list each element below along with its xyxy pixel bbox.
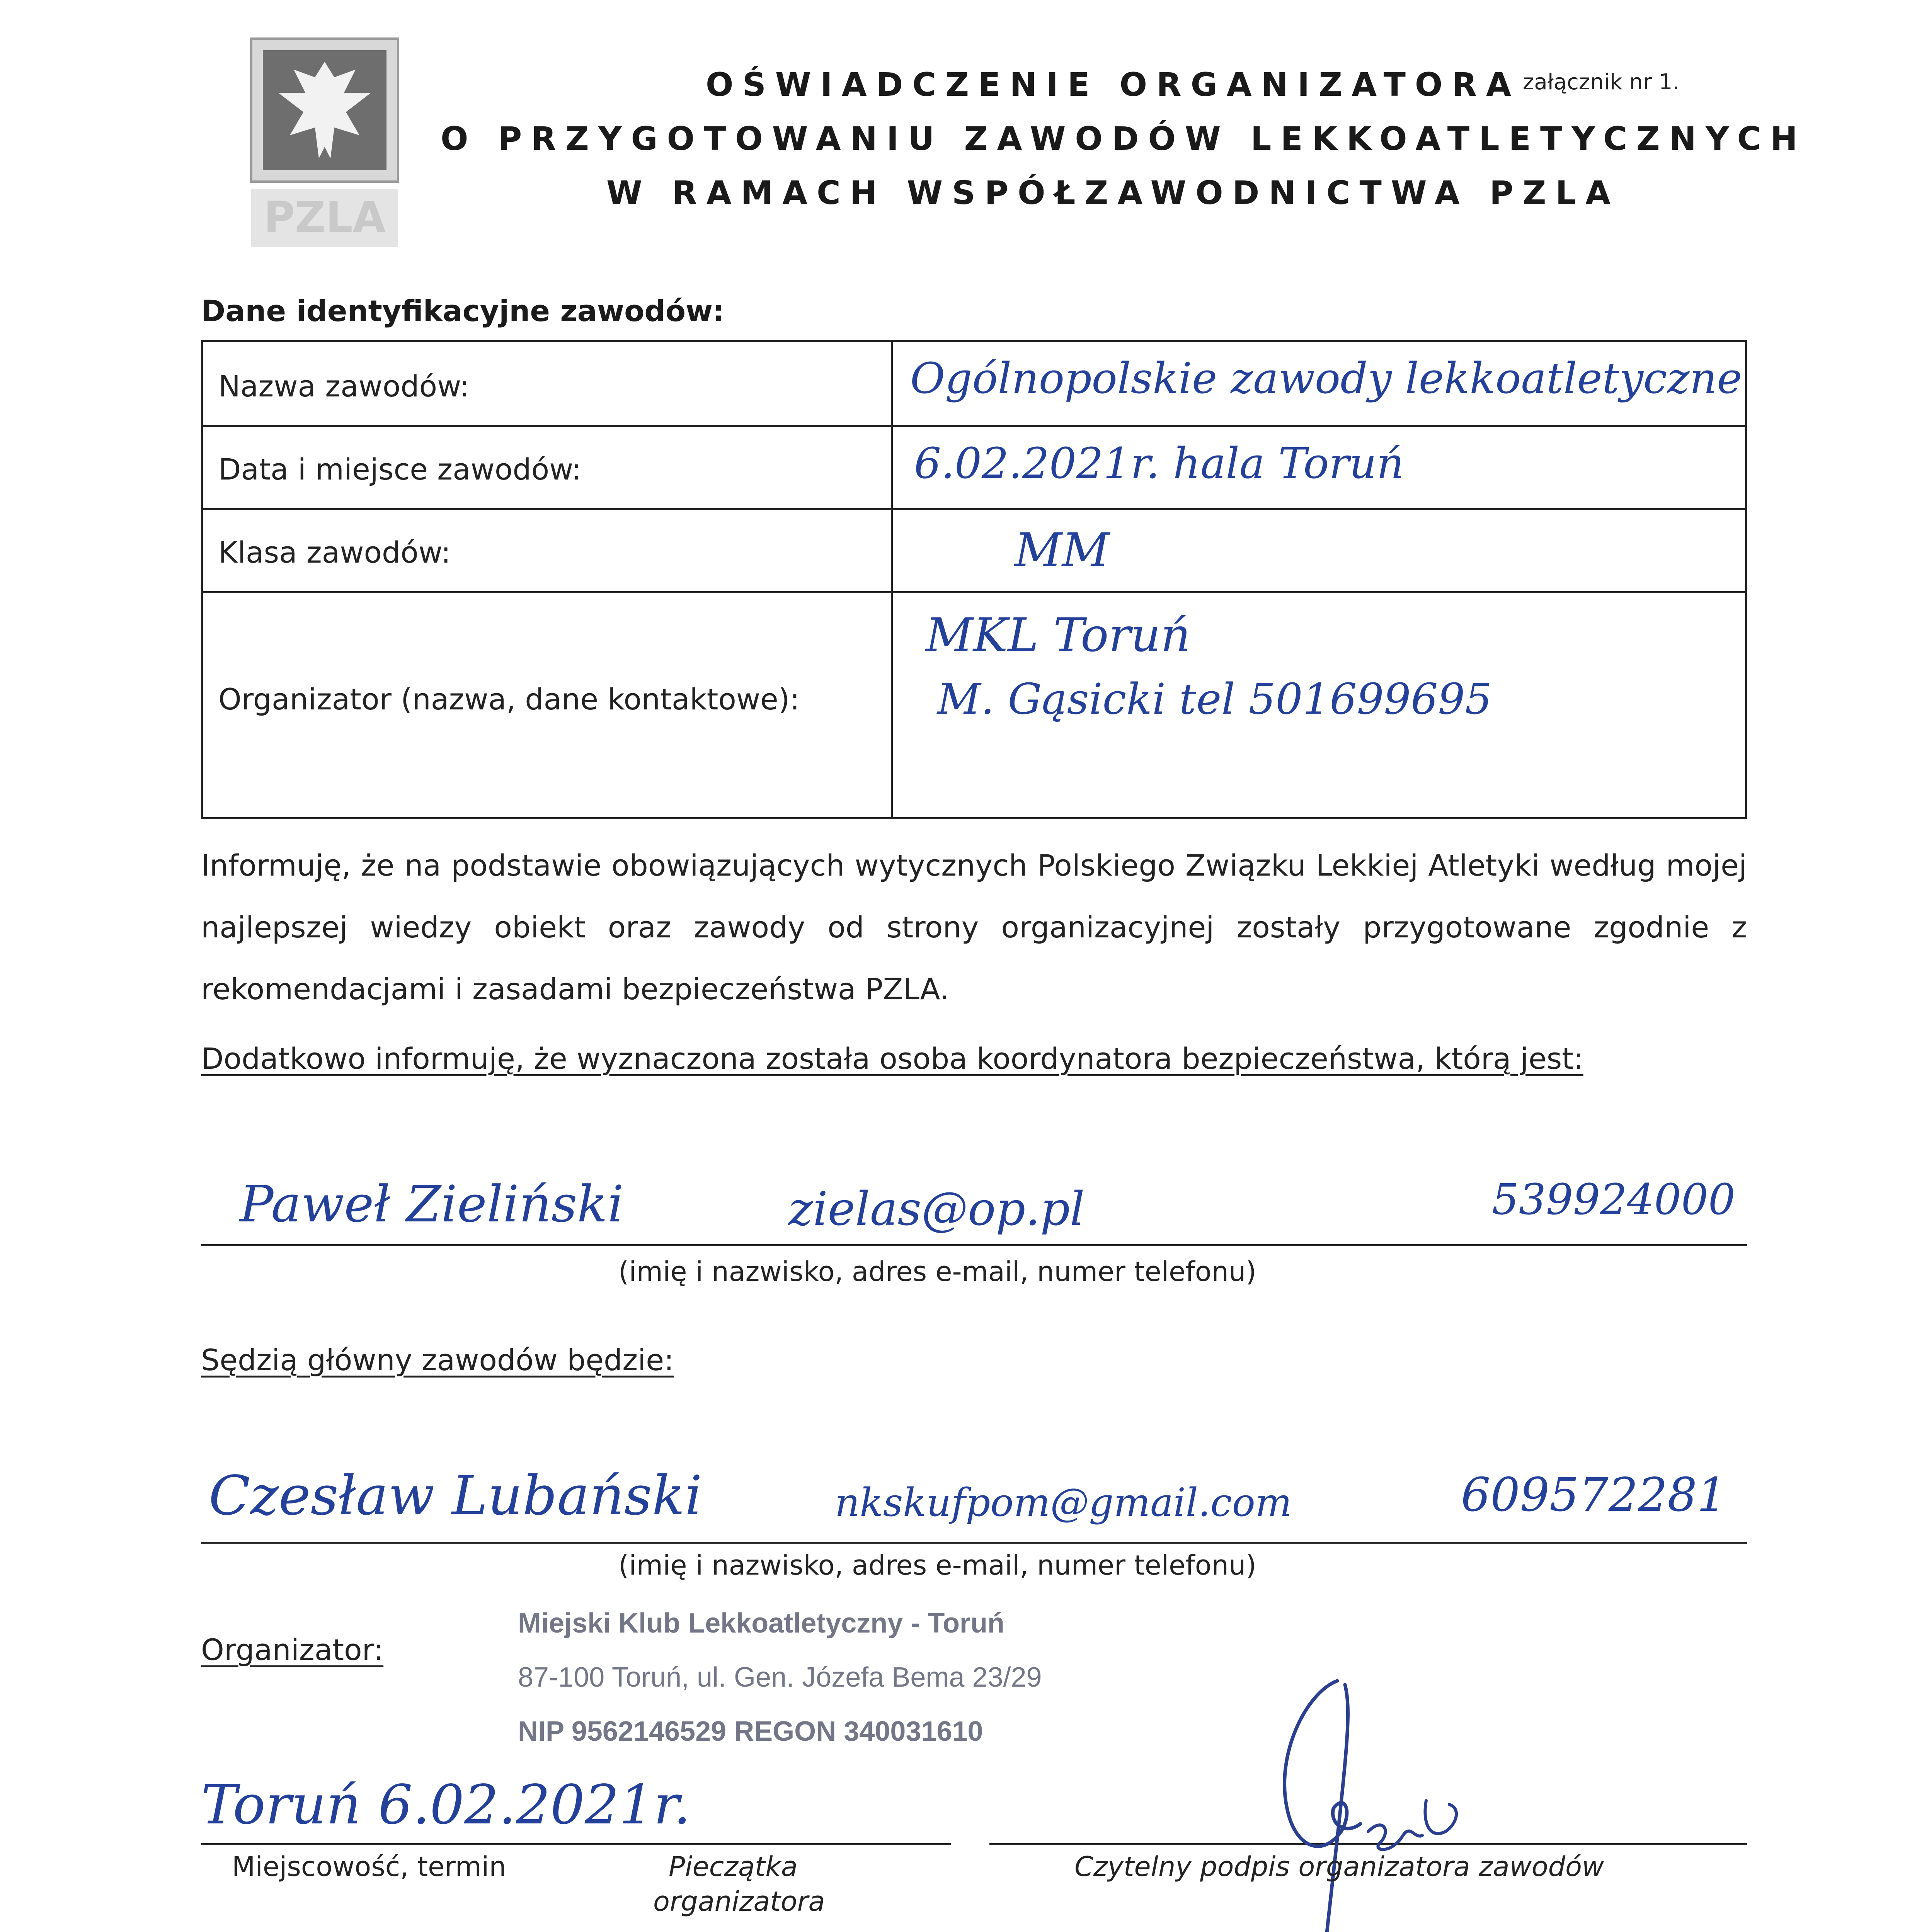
row-label-organizer: Organizator (nazwa, dane kontaktowe): — [218, 682, 800, 716]
svg-text:PZLA: PZLA — [264, 192, 386, 242]
table-row-divider — [203, 508, 1745, 510]
row-label-date-place: Data i miejsce zawodów: — [218, 452, 582, 486]
referee-phone: 609572281 — [1461, 1468, 1727, 1522]
coordinator-line — [201, 1244, 1747, 1246]
stamp-line-1: Miejski Klub Lekkoatletyczny - Toruń — [518, 1608, 1004, 1639]
table-row-divider — [203, 425, 1745, 427]
referee-name: Czesław Lubański — [209, 1464, 702, 1527]
organizer-label: Organizator: — [201, 1633, 384, 1667]
referee-email: nkskufpom@gmail.com — [835, 1480, 1292, 1525]
title-line-3: W RAMACH WSPÓŁZAWODNICTWA PZLA — [606, 174, 1620, 212]
caption-stamp-1: Pieczątka — [669, 1851, 798, 1883]
referee-line — [201, 1542, 1747, 1544]
value-name: Ogólnopolskie zawody lekkoatletyczne — [910, 354, 1742, 403]
table-row-divider — [203, 591, 1745, 593]
statement-paragraph: Informuję, że na podstawie obowiązujących wytycznych Polskiego Związku Lekkiej Atletyki według mojej najlepszej wiedzy obiekt oraz zawody od strony organizacyjnej zostały przygotowane zgodnie z rekomendacjami i zasadami bezpieczeństwa PZLA. — [201, 848, 1747, 1006]
value-organizer-name: MKL Toruń — [926, 609, 1191, 662]
pzla-logo — [247, 35, 402, 251]
identification-table — [201, 340, 1747, 819]
caption-stamp-2: organizatora — [653, 1886, 825, 1917]
identification-heading: Dane identyfikacyjne zawodów: — [201, 294, 725, 328]
table-divider — [891, 342, 893, 817]
place-date: Toruń 6.02.2021r. — [201, 1774, 691, 1837]
title-line-2: O PRZYGOTOWANIU ZAWODÓW LEKKOATLETYCZNYCH — [441, 120, 1807, 158]
stamp-line-3: NIP 9562146529 REGON 340031610 — [518, 1716, 983, 1747]
place-date-line — [201, 1843, 951, 1845]
value-date-place: 6.02.2021r. hala Toruń — [914, 439, 1404, 488]
coordinator-name: Paweł Zieliński — [240, 1175, 624, 1233]
caption-place: Miejscowość, termin — [232, 1851, 506, 1883]
signature-icon — [1229, 1669, 1500, 1932]
caption-signature: Czytelny podpis organizatora zawodów — [1074, 1851, 1604, 1883]
row-label-name: Nazwa zawodów: — [218, 369, 470, 403]
row-label-class: Klasa zawodów: — [218, 535, 451, 570]
referee-caption: (imię i nazwisko, adres e-mail, numer telefonu) — [618, 1549, 1256, 1581]
signature — [1229, 1669, 1500, 1932]
coordinator-email: zielas@op.pl — [788, 1182, 1085, 1236]
value-organizer-contact: M. Gąsicki tel 501699695 — [937, 674, 1492, 724]
stamp-line-2: 87-100 Toruń, ul. Gen. Józefa Bema 23/29 — [518, 1662, 1042, 1693]
value-class: MM — [1015, 524, 1110, 577]
annex-label: załącznik nr 1. — [1523, 70, 1680, 95]
coordinator-caption: (imię i nazwisko, adres e-mail, numer telefonu) — [618, 1256, 1256, 1287]
referee-intro: Sędzią główny zawodów będzie: — [201, 1343, 674, 1377]
coordinator-intro: Dodatkowo informuję, że wyznaczona została osoba koordynatora bezpieczeństwa, którą jest: — [201, 1041, 1583, 1076]
title-line-1: OŚWIADCZENIE ORGANIZATORA — [705, 66, 1521, 104]
coordinator-phone: 539924000 — [1492, 1175, 1735, 1224]
eagle-icon — [247, 35, 402, 251]
